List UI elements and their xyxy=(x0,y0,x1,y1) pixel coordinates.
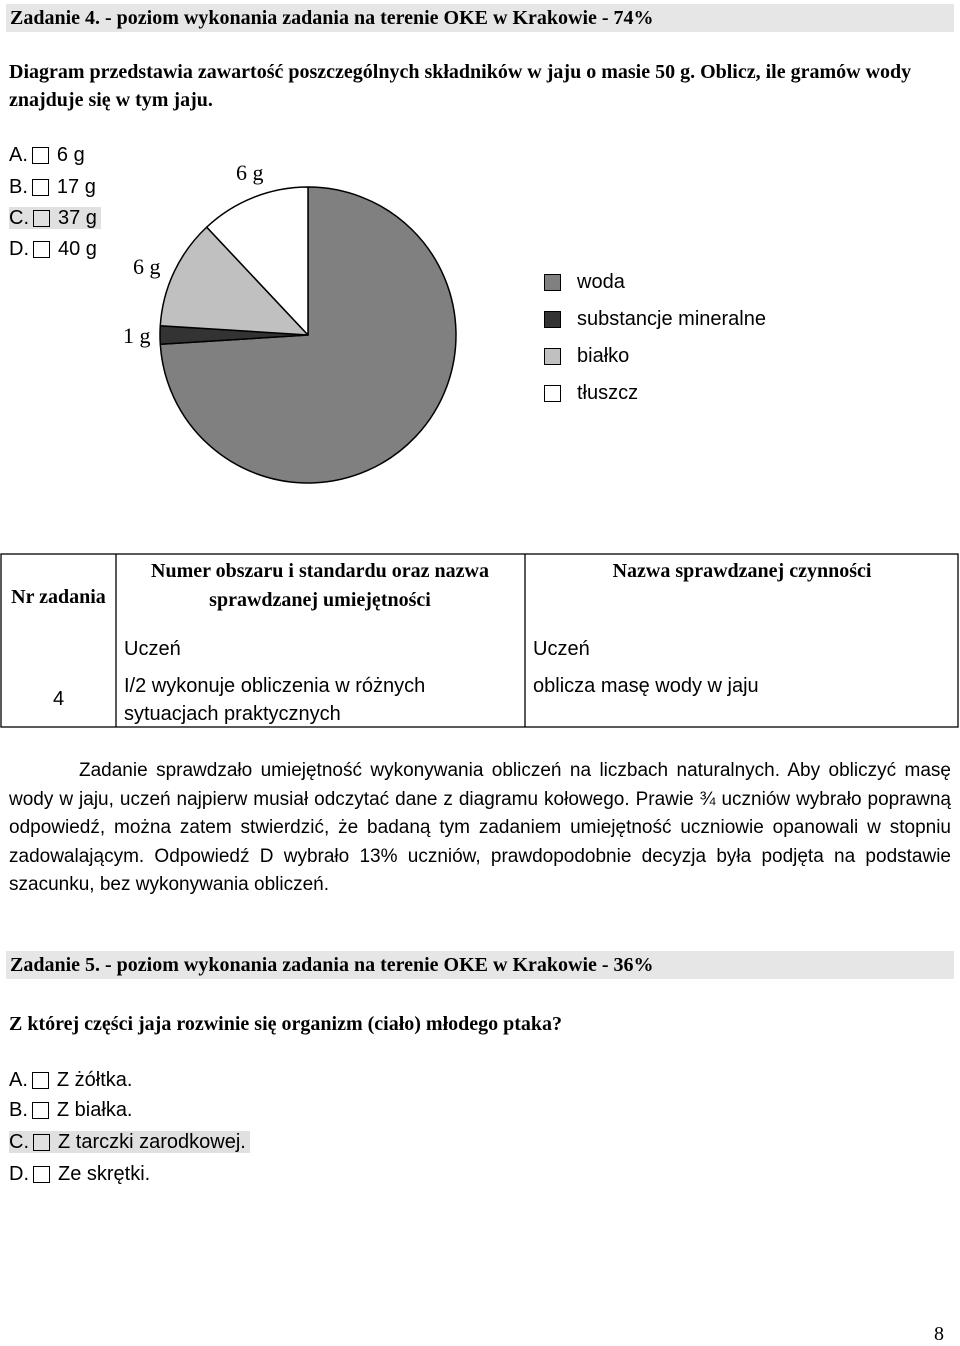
table-subheader-activity: Uczeń xyxy=(533,638,590,660)
legend-item-woda xyxy=(544,270,766,294)
option-letter: C. xyxy=(9,1131,29,1153)
option-letter: B. xyxy=(9,1099,28,1121)
option-letter: B. xyxy=(9,176,28,198)
task5-option-c[interactable] xyxy=(9,1131,250,1153)
legend-item-substancje-mineralne xyxy=(544,307,766,331)
pie-label-substancje: 1 g xyxy=(123,323,151,348)
option-text: 40 g xyxy=(58,238,97,260)
table-subheader-area: Uczeń xyxy=(124,638,181,660)
table-cell-nr: 4 xyxy=(52,688,65,710)
task5-option-d[interactable] xyxy=(9,1163,150,1185)
checkbox-icon[interactable] xyxy=(32,1102,49,1119)
option-letter: A. xyxy=(9,144,28,166)
option-text: 6 g xyxy=(56,144,85,166)
legend-swatch xyxy=(544,274,561,291)
legend-label: substancje mineralne xyxy=(577,307,766,330)
pie-chart xyxy=(0,150,540,510)
legend-item-bialko xyxy=(544,344,766,368)
task5-option-a[interactable] xyxy=(9,1069,132,1091)
option-letter: C. xyxy=(9,207,29,229)
legend-swatch xyxy=(544,348,561,365)
task5-heading: Zadanie 5. - poziom wykonania zadania na terenie OKE w Krakowie - 36% xyxy=(10,954,654,976)
option-letter: D. xyxy=(9,238,29,260)
task5-heading-bar xyxy=(6,951,954,979)
option-text: 17 g xyxy=(56,176,96,198)
table-header-area: Numer obszaru i standardu oraz nazwa sprawdzanej umiejętności xyxy=(151,560,489,611)
task5-option-b[interactable] xyxy=(9,1099,133,1121)
legend-swatch xyxy=(544,311,561,328)
pie-label-bialko: 6 g xyxy=(133,254,161,279)
option-text: Ze skrętki. xyxy=(58,1163,151,1185)
task5-question: Z której części jaja rozwinie się organizm (ciało) młodego ptaka? xyxy=(9,1013,563,1035)
checkbox-icon[interactable] xyxy=(33,1166,50,1183)
table-cell-area: I/2 wykonuje obliczenia w różnych sytuacjach praktycznych xyxy=(124,675,426,725)
legend-label: białko xyxy=(577,344,630,367)
option-letter: D. xyxy=(9,1163,29,1185)
checkbox-icon[interactable] xyxy=(32,1072,49,1089)
table-header-nr: Nr zadania xyxy=(11,586,106,608)
task4-heading: Zadanie 4. - poziom wykonania zadania na terenie OKE w Krakowie - 74% xyxy=(10,7,654,29)
legend-label: tłuszcz xyxy=(577,381,639,404)
option-text: Z tarczki zarodkowej. xyxy=(58,1131,246,1153)
legend-label: woda xyxy=(577,270,625,293)
legend-swatch xyxy=(544,385,561,402)
option-text: Z białka. xyxy=(56,1099,133,1121)
pie-label-tluszcz: 6 g xyxy=(236,160,264,185)
option-letter: A. xyxy=(9,1069,28,1091)
commentary-paragraph xyxy=(9,757,951,900)
commentary-text: Zadanie sprawdzało umiejętność wykonywania obliczeń na liczbach naturalnych. Aby obliczyć masę wody w jaju, uczeń najpierw musiał odczytać dane z diagramu kołowego. Prawie ¾ uczniów wybrało poprawną odpowiedź, można zatem stwierdzić, że badaną tym zadaniem umiejętność uczniowie opanowali w stopniu zadowalającym. Odpowiedź D wybrało 13% uczniów, prawdopodobnie decyzja była podjęta na podstawie szacunku, bez wykonywania obliczeń. xyxy=(9,760,951,895)
option-text: 37 g xyxy=(58,207,97,229)
page-number: 8 xyxy=(934,1323,944,1345)
chart-legend xyxy=(544,270,766,405)
task4-heading-bar xyxy=(6,4,954,32)
checkbox-icon[interactable] xyxy=(33,1134,50,1151)
table-header-activity: Nazwa sprawdzanej czynności xyxy=(612,560,872,582)
task4-question: Diagram przedstawia zawartość poszczególnych składników w jaju o masie 50 g. Oblicz, ile gramów wody znajduje się w tym jaju. xyxy=(9,61,912,111)
option-text: Z żółtka. xyxy=(56,1069,133,1091)
legend-item-tluszcz xyxy=(544,381,766,405)
table-cell-activity: oblicza masę wody w jaju xyxy=(533,675,759,697)
